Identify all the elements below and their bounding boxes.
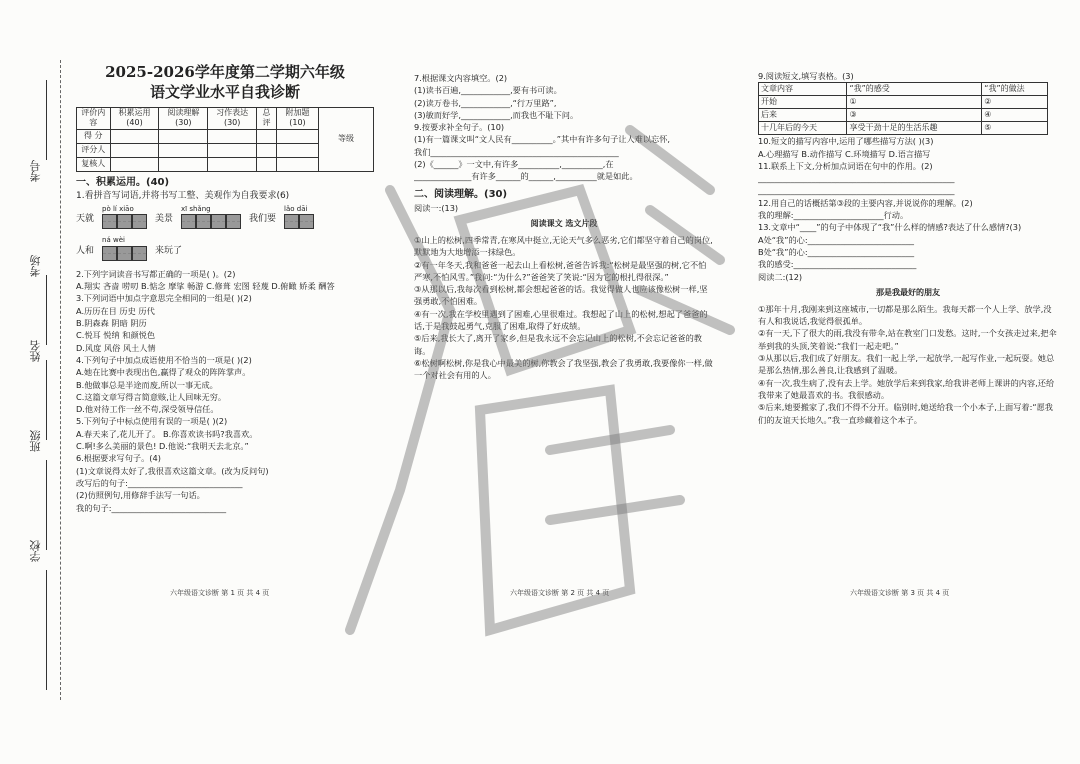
table-header: “我”的做法 <box>982 83 1048 96</box>
score-header: 总评 <box>257 107 277 130</box>
score-table <box>76 107 374 173</box>
pinyin-prefix: 天就 <box>76 213 95 224</box>
table-cell: ④ <box>982 109 1048 122</box>
table-cell: 十几年后的今天 <box>759 122 847 135</box>
table-header: 文章内容 <box>759 83 847 96</box>
question-text: ________________________________________________ <box>758 173 955 184</box>
pinyin-prefix: 美景 <box>155 213 174 224</box>
table-cell: ② <box>982 96 1048 109</box>
pinyin-prefix: 人和 <box>76 245 95 256</box>
table-cell: ③ <box>847 109 982 122</box>
passage-paragraph: ③从那以后,我每次看到松树,都会想起爸爸的话。我觉得做人也应该像松树一样,坚强勇敢,不怕困难。 <box>414 284 708 307</box>
table-cell: ⑤ <box>982 122 1048 135</box>
passage-paragraph: ①山上的松树,四季常青,在寒风中挺立,无论天气多么恶劣,它们都坚守着自己的岗位,默默地为大地增添一抹绿色。 <box>414 234 713 258</box>
question-text: (2)读万卷书,____________,“行万里路”, <box>414 97 557 108</box>
exam-title-line1: 2025-2026学年度第二学期六年级 <box>105 63 345 81</box>
reading-passage <box>758 303 1058 426</box>
question-text: C.啊!多么美丽的景色! D.他说:“我明天去北京。” <box>76 441 249 452</box>
question-text: 12.用自己的话概括第③段的主要内容,并说说你的理解。(2) <box>758 197 973 208</box>
passage-paragraph: ③从那以后,我们成了好朋友。我们一起上学,一起放学,一起写作业,一起玩耍。她总是那么热情,那么善良,让我感到了温暖。 <box>758 353 1055 376</box>
page-3 <box>758 70 1058 426</box>
table-cell: 享受干劲十足的生活乐趣 <box>847 122 982 135</box>
question-text: B处“我”的心:__________________________ <box>758 246 915 257</box>
question-text: A.翔实 吝啬 唠叨 B.惦念 摩挲 畅游 C.修葺 宏图 轻蔑 D.俯瞰 娇柔 酬答 <box>76 281 335 292</box>
number-fill-line <box>46 80 47 160</box>
class-fill-line <box>46 460 47 550</box>
question-text: C.悦耳 悦纳 和颜悦色 <box>76 330 156 341</box>
question-text: 我的句子:____________________________ <box>76 502 227 513</box>
binding-line <box>60 60 61 700</box>
score-header: 等级 <box>319 107 374 172</box>
pinyin-text: xī shǎng <box>181 204 211 213</box>
pinyin-prefix: 来玩了 <box>155 245 183 256</box>
binding-label-number: 考号 <box>29 160 42 182</box>
passage-paragraph: ①那年十月,我刚来到这座城市,一切都是那么陌生。我每天都一个人上学、放学,没有人和我说话,我觉得很孤单。 <box>758 303 1052 327</box>
question-text: 7.根据课文内容填空。(2) <box>414 73 508 83</box>
question-text: A.春天来了,花儿开了。 B.你喜欢读书吗?我喜欢。 <box>76 428 258 439</box>
binding-label-name: 姓名 <box>29 340 42 362</box>
question-text: (1)有一篇课文叫“文人民有__________。”其中有许多句子让人难以忘怀, <box>414 134 671 145</box>
question-text: B.他做事总是半途而废,所以一事无成。 <box>76 379 218 390</box>
pinyin-text: pò lí xiāo <box>102 204 134 213</box>
school-fill-line <box>46 570 47 690</box>
passage-paragraph: ④有一次,我在学校里遇到了困难,心里很难过。我想起了山上的松树,想起了爸爸的话,于是我鼓起勇气,克服了困难,取得了好成绩。 <box>414 308 708 332</box>
question-text: 我的感受:______________________________ <box>758 259 917 270</box>
passage-paragraph: ④有一次,我生病了,没有去上学。她放学后来到我家,给我讲老师上课讲的内容,还给我带来了她最喜欢的书。我很感动。 <box>758 377 1055 400</box>
question-text: 4.下列句子中加点成语使用不恰当的一项是( )(2) <box>76 354 252 365</box>
page-footer: 六年级语文诊断 第 2 页 共 4 页 <box>510 589 610 597</box>
pinyin-row <box>76 205 374 234</box>
question-text: (2)《______》一文中,有许多__________,__________,在 <box>414 159 614 170</box>
binding-label-room: 考场 <box>29 255 42 277</box>
reading-title: 那是我最好的朋友 <box>876 287 940 297</box>
page-2 <box>414 72 714 382</box>
passage-paragraph: ⑥松树啊松树,你是我心中最美的树,你教会了我坚强,教会了我勇敢,我要像你一样,做一个对社会有用的人。 <box>414 357 713 381</box>
score-header: 附加题(10) <box>276 107 318 130</box>
question-text: A处“我”的心:__________________________ <box>758 234 915 245</box>
table-cell: 后来 <box>759 109 847 122</box>
question-text: 改写后的句子:____________________________ <box>76 477 243 488</box>
question-text: B.阴森森 阴暗 阴历 <box>76 318 147 329</box>
question-text: 我们______________________________________________ <box>414 146 619 157</box>
pinyin-row <box>76 236 374 265</box>
passage-paragraph: ②有一天,下了很大的雨,我没有带伞,站在教室门口发愁。这时,一个女孩走过来,把伞举到我的头顶,笑着说:“我们一起走吧。” <box>758 328 1057 351</box>
question-text: D.他对待工作一丝不苟,深受领导信任。 <box>76 404 219 415</box>
question-text: D.风度 风俗 风土人情 <box>76 342 156 353</box>
pinyin-text: lǎo dāi <box>284 204 308 213</box>
passage-paragraph: ⑤后来,我长大了,离开了家乡,但是我永远不会忘记山上的松树,不会忘记爸爸的教诲。 <box>414 333 702 356</box>
question-text: 6.根据要求写句子。(4) <box>76 453 161 464</box>
question-text: 11.联系上下文,分析加点词语在句中的作用。(2) <box>758 160 933 171</box>
page-footer: 六年级语文诊断 第 1 页 共 4 页 <box>170 589 270 597</box>
question-text: 9.阅读短文,填写表格。(3) <box>758 71 854 81</box>
page-1 <box>76 62 374 514</box>
binding-strip <box>0 60 66 700</box>
reading-title: 阅读课文 选文片段 <box>530 218 598 228</box>
score-row-label: 得 分 <box>77 130 111 144</box>
question-text: (2)仿照例句,用修辞手法写一句话。 <box>76 490 205 501</box>
question-text: (1)读书百遍,____________,要有书可读。 <box>414 85 562 96</box>
question-text: 9.按要求补全句子。(10) <box>414 122 505 133</box>
pinyin-text: ná wèi <box>102 236 125 245</box>
question-text: (1)文章说得太好了,我很喜欢这篇文章。(改为反问句) <box>76 465 269 476</box>
binding-label-school: 学校 <box>29 540 42 562</box>
passage-paragraph: ②有一年冬天,我和爸爸一起去山上看松树,爸爸告诉我:“松树是最坚强的树,它不怕严寒,不怕风雪。”我问:“为什么?”爸爸笑了笑说:“因为它的根扎得很深。” <box>414 259 707 282</box>
page1-questions <box>76 268 374 514</box>
question-text: C.这篇文章写得言简意赅,让人回味无穷。 <box>76 391 227 402</box>
question-text: A.历历在目 历史 历代 <box>76 305 155 316</box>
page-footer: 六年级语文诊断 第 3 页 共 4 页 <box>850 589 950 597</box>
passage-paragraph: ⑤后来,她要搬家了,我们不得不分开。临别时,她送给我一个小本子,上面写着:“愿我们的友谊天长地久。”我一直珍藏着这个本子。 <box>758 402 1053 425</box>
question-text: 我的理解:______________________行动。 <box>758 210 909 221</box>
exam-title-line2: 语文学业水平自我诊断 <box>149 83 300 102</box>
question-text: 13.文章中“____”的句子中体现了“我”什么样的情感?表达了什么感情?(3) <box>758 222 1022 233</box>
section-heading: 一、积累运用。(40) <box>76 177 170 189</box>
section-heading: 二、阅读理解。(30) <box>414 188 508 200</box>
score-row-label: 复核人 <box>77 158 111 172</box>
feeling-table <box>758 82 1048 135</box>
table-cell: ① <box>847 96 982 109</box>
room-fill-line <box>46 275 47 345</box>
reading-passage <box>414 234 714 382</box>
question-text: 1.看拼音写词语,并将书写工整、美观作为自我要求(6) <box>76 190 290 201</box>
score-header: 习作表达(30) <box>208 107 257 130</box>
question-text: A.心理描写 B.动作描写 C.环境描写 D.语言描写 <box>758 148 931 159</box>
question-text: ________________________________________________ <box>758 185 955 196</box>
question-text: ______________有许多______的______,__________就是如此。 <box>414 171 638 182</box>
binding-label-class: 班级 <box>29 430 42 452</box>
score-header: 阅读理解(30) <box>159 107 208 130</box>
name-fill-line <box>46 360 47 440</box>
question-text: 5.下列句子中标点使用有误的一项是( )(2) <box>76 416 228 427</box>
question-text: 3.下列词语中加点字意思完全相同的一组是( )(2) <box>76 293 252 304</box>
question-text: (3)敏而好学,____________,而我也不耻下问。 <box>414 109 579 120</box>
question-text: 10.短文的描写内容中,运用了哪些描写方法( )(3) <box>758 136 934 147</box>
score-header: 积累运用(40) <box>110 107 159 130</box>
question-text: A.她在比赛中表现出色,赢得了观众的阵阵掌声。 <box>76 367 251 378</box>
reading-label: 阅读一:(13) <box>414 202 459 213</box>
table-header: “我”的感受 <box>847 83 982 96</box>
score-row-label: 评分人 <box>77 144 111 158</box>
reading-label: 阅读二:(12) <box>758 271 803 282</box>
score-header: 评价内容 <box>77 107 111 130</box>
table-cell: 开始 <box>759 96 847 109</box>
pinyin-prefix: 我们要 <box>249 213 277 224</box>
question-text: 2.下列字词读音书写都正确的一项是( )。(2) <box>76 268 236 279</box>
